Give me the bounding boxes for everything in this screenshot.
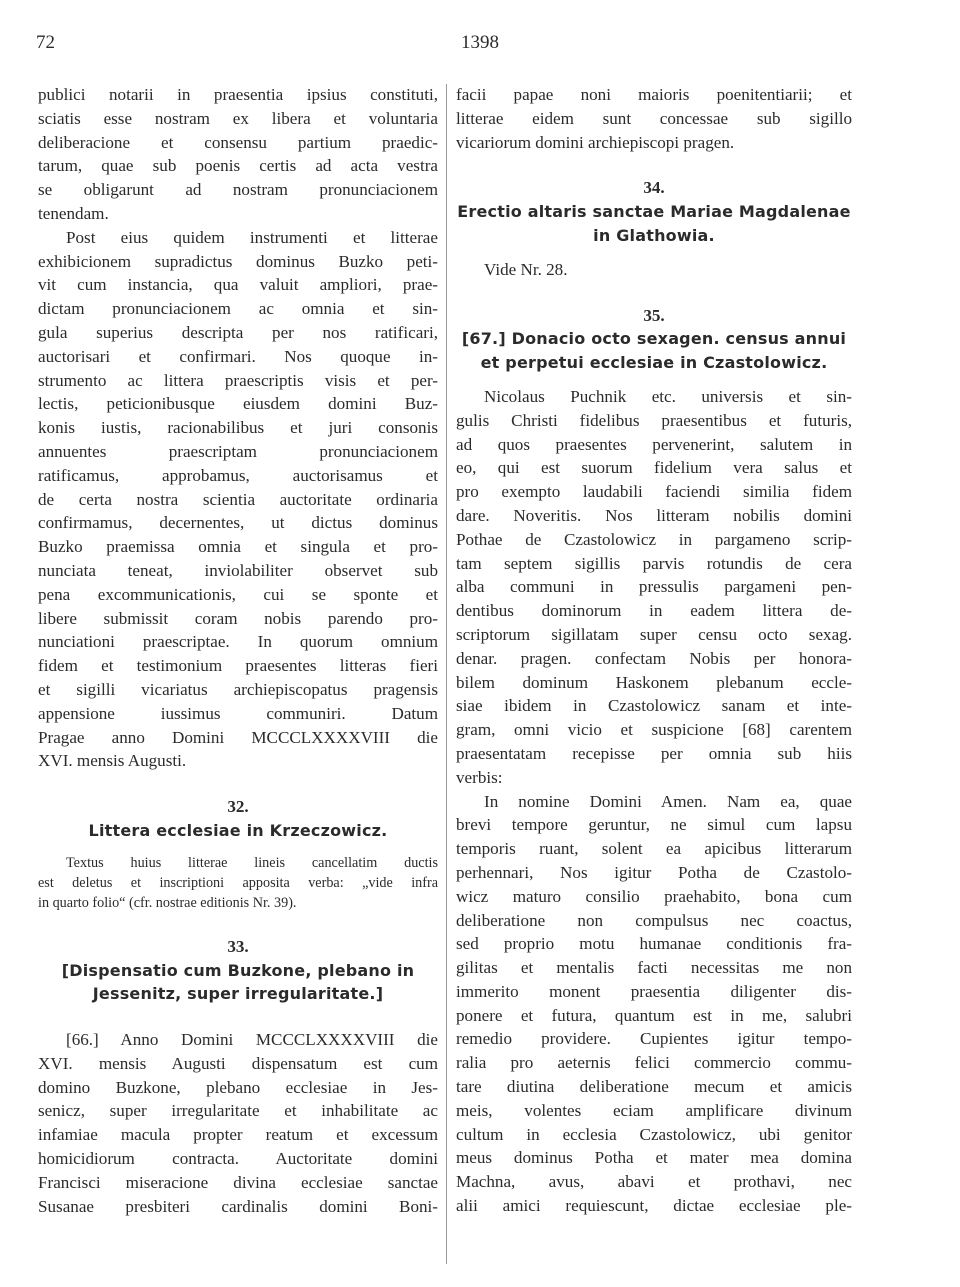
- section-title: Erectio altaris sanctae Mariae Magdalenae: [457, 202, 851, 222]
- text-line: immerito monent praesentia diligenter dis-: [456, 981, 852, 1001]
- text-line: alii amici requiescunt, dictae ecclesiae ple-: [456, 1196, 852, 1216]
- text-line: praesentatam recepisse per omnia sub hiis: [456, 743, 852, 763]
- text-line: pro exempto laudabili faciendi similia fidem: [456, 482, 852, 502]
- text-line: vicariorum domini archiepiscopi pragen.: [456, 132, 735, 152]
- text-line: Machna, avus, abavi et prothavi, nec: [456, 1172, 852, 1192]
- text-line: eo, qui est suorum fidelium vera salus et: [456, 458, 852, 478]
- text-line: appensione iussimus communiri. Datum: [38, 703, 438, 723]
- text-line: de certa nostra scientia auctoritate ordinaria: [38, 489, 438, 509]
- text-line: temporis ruant, solent ea apicibus litterarum: [456, 839, 852, 859]
- text-line: In nomine Domini Amen. Nam ea, quae: [484, 791, 852, 811]
- section-title: et perpetui ecclesiae in Czastolowicz.: [480, 353, 828, 373]
- text-line: cultum in ecclesia Czastolowicz, ubi genitor: [456, 1124, 852, 1144]
- text-line: Buzko praemissa omnia et singula et pro-: [38, 537, 438, 557]
- running-year: 1398: [461, 32, 499, 53]
- text-line: verbis:: [456, 767, 503, 787]
- text-line: Post eius quidem instrumenti et litterae: [66, 227, 438, 247]
- text-line: confirmamus, decernentes, ut dictus dominus: [38, 513, 438, 533]
- section-34: [456, 176, 852, 281]
- text-line: XVI. mensis Augusti dispensatum est cum: [38, 1053, 438, 1073]
- text-line: nunciata teneat, inviolabiliter observet sub: [38, 560, 438, 580]
- text-line: homicidiorum contracta. Auctoritate domini: [38, 1149, 438, 1169]
- text-line: annuentes praescriptam pronunciacionem: [38, 441, 438, 461]
- text-line: ad quos praesentes pervenerint, salutem in: [456, 434, 852, 454]
- text-line: Susanae presbiteri cardinalis domini Boni-: [38, 1196, 438, 1216]
- text-line: deliberacione et consensu partium praedic-: [38, 132, 438, 152]
- text-line: wicz maturo consilio praehabito, bona cum: [456, 886, 852, 906]
- note-line: Textus huius litterae lineis cancellatim ductis: [66, 854, 438, 871]
- text-line: gram, omni vicio et suspicione [68] carentem: [456, 720, 852, 740]
- text-line: meus dominus Potha et mater mea domina: [456, 1148, 852, 1168]
- text-line: se obligarunt ad nostram pronunciacionem: [38, 180, 438, 200]
- right-column: [456, 83, 852, 1218]
- text-line: ralia pro aeternis felici commercio commu-: [456, 1053, 852, 1073]
- note-line: est deletus et inscriptioni apposita verba: „vide infra: [38, 874, 438, 891]
- text-line: Pothae de Czastolowicz in pargameno scrip-: [456, 529, 852, 549]
- text-line: bilem dominum Haskonem plebanum eccle-: [456, 672, 852, 692]
- section-title: Jessenitz, super irregularitate.]: [92, 984, 384, 1004]
- right-continuation: [456, 83, 852, 154]
- text-line: nunciationi praescriptae. In quorum omnium: [38, 632, 438, 652]
- section-title: [67.] Donacio octo sexagen. census annui: [461, 329, 847, 349]
- text-line: [66.] Anno Domini MCCCLXXXXVIII die: [66, 1030, 438, 1050]
- text-line: tarum, quae sub poenis certis ad acta vestra: [38, 156, 438, 176]
- text-line: tam septem sigillis parvis rotundis de cera: [456, 553, 852, 573]
- editorial-note: [38, 853, 438, 913]
- text-line: ponere et futura, quantum est in me, salubri: [456, 1005, 852, 1025]
- text-line: pena excommunicationis, cui se sponte et: [38, 584, 438, 604]
- text-line: infamiae macula propter reatum et excessum: [38, 1125, 438, 1145]
- section-number: 32.: [227, 797, 249, 817]
- text-line: siae ibidem in Czastolowicz sanam et inte-: [456, 696, 852, 716]
- text-line: auctorisari et confirmari. Nos quoque in-: [38, 346, 438, 366]
- text-line: tenendam.: [38, 203, 109, 223]
- text-line: Francisci miseracione divina ecclesiae sanctae: [38, 1172, 438, 1192]
- text-line: dare. Noveritis. Nos litteram nobilis domini: [456, 505, 852, 525]
- text-line: litterae eidem sunt concessae sub sigillo: [456, 108, 852, 128]
- text-line: meis, volentes eciam amplificare divinum: [456, 1100, 852, 1120]
- left-paragraph: [38, 226, 438, 773]
- text-line: ratificamus, approbamus, auctorisamus et: [38, 465, 438, 485]
- text-line: sciatis esse nostram ex libera et voluntaria: [38, 108, 438, 128]
- text-line: perhennari, Nos igitur Potha de Czastolo-: [456, 862, 852, 882]
- text-line: sed proprio motu humanae conditionis fra-: [456, 934, 852, 954]
- text-line: brevi tempore geruntur, ne simul cum lapsu: [456, 815, 852, 835]
- text-line: konis iustis, racionabilibus et juri consonis: [38, 418, 438, 438]
- text-line: lectis, peticionibusque eiusdem domini Buz-: [38, 394, 438, 414]
- section-33: [38, 935, 438, 1219]
- text-line: alba communi in pressulis pargameni pen-: [456, 577, 852, 597]
- text-line: gilitas et mentalis facti necessitas me non: [456, 958, 852, 978]
- text-line: facii papae noni maioris poenitentiarii; et: [456, 85, 852, 104]
- text-line: scriptorum sigillatam super censu octo sexag.: [456, 624, 852, 644]
- section-number: 34.: [643, 178, 665, 198]
- text-line: domino Buzkone, plebano ecclesiae in Jes-: [38, 1077, 438, 1097]
- text-line: gula superius descripta per nos ratificari,: [38, 322, 438, 342]
- running-header: [36, 32, 924, 62]
- text-line: Pragae anno Domini MCCCLXXXXVIII die: [38, 727, 438, 747]
- section-title: [Dispensatio cum Buzkone, plebano in: [61, 960, 415, 980]
- page-number: 72: [36, 32, 55, 53]
- section-number: 33.: [227, 936, 249, 956]
- cross-reference: Vide Nr. 28.: [484, 259, 568, 279]
- section-title: Littera ecclesiae in Krzeczowicz.: [88, 820, 388, 840]
- section-32: [38, 795, 438, 913]
- text-line: dictam pronunciacionem ac omnia et sin-: [38, 299, 438, 319]
- text-line: et sigilli vicariatus archiepiscopatus pragensis: [38, 679, 438, 699]
- text-line: strumento ac littera praescriptis visis et per-: [38, 370, 438, 390]
- left-continuation: [38, 83, 438, 226]
- text-line: tare diutina deliberatione mecum et amicis: [456, 1077, 852, 1097]
- text-line: libere submissit coram nobis parendo pro-: [38, 608, 438, 628]
- text-line: publici notarii in praesentia ipsius constituti,: [38, 85, 438, 104]
- section-35: [456, 304, 852, 1218]
- text-line: gulis Christi fidelibus praesentibus et futuris,: [456, 410, 852, 430]
- text-line: Nicolaus Puchnik etc. universis et sin-: [484, 386, 852, 406]
- left-column: [38, 83, 438, 1218]
- text-line: remedio providere. Cupientes igitur tempo-: [456, 1029, 852, 1049]
- text-line: vit cum instancia, qua valuit ampliori, prae-: [38, 275, 438, 295]
- text-line: denar. pragen. confectam Nobis per honora-: [456, 648, 852, 668]
- text-line: senicz, super irregularitate et inhabilitate ac: [38, 1101, 438, 1121]
- note-line: in quarto folio“ (cfr. nostrae editionis Nr. 39).: [38, 894, 297, 911]
- text-line: deliberatione non compulsus nec coactus,: [456, 910, 852, 930]
- text-line: XVI. mensis Augusti.: [38, 751, 187, 771]
- column-divider: [446, 84, 447, 1264]
- section-title: in Glathowia.: [593, 225, 715, 245]
- text-line: fidem et testimonium praesentes litteras fieri: [38, 656, 438, 676]
- text-line: dentibus dominorum in eadem littera de-: [456, 601, 852, 621]
- text-line: exhibicionem supradictus dominus Buzko peti-: [38, 251, 438, 271]
- section-number: 35.: [643, 305, 665, 325]
